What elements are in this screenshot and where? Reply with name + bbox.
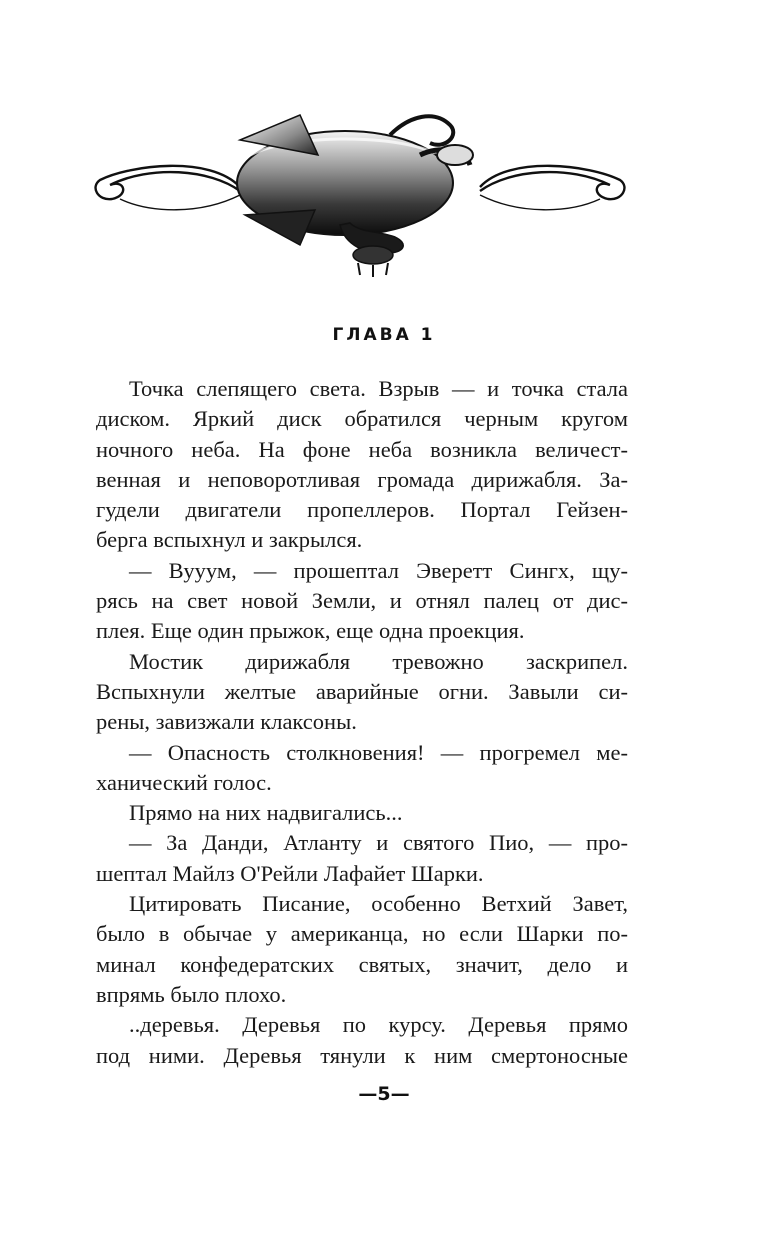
text-line: под ними. Деревья тянули к ним смертоносные: [96, 1042, 628, 1068]
text-line: гудели двигатели пропеллеров. Портал Гейзен-: [96, 497, 628, 523]
body-text: [96, 374, 628, 1071]
text-line: ночного неба. На фоне неба возникла величест-: [96, 436, 628, 462]
page-number: —5—: [358, 1083, 410, 1105]
text-line: было в обычае у американца, но если Шарки по-: [96, 921, 628, 947]
text-line: Прямо на них надвигались...: [129, 800, 403, 826]
text-line: Вспыхнули желтые аварийные огни. Завыли си-: [96, 678, 628, 704]
chapter-title: ГЛАВА 1: [332, 325, 436, 345]
text-line: Мостик дирижабля тревожно заскрипел.: [129, 648, 628, 674]
text-line: минал конфедератских святых, значит, дело и: [96, 951, 628, 977]
text-line: впрямь было плохо.: [96, 981, 287, 1007]
text-line: плея. Еще один прыжок, еще одна проекция.: [96, 618, 525, 644]
text-line: шептал Майлз О'Рейли Лафайет Шарки.: [96, 860, 484, 886]
text-line: — За Данди, Атланту и святого Пио, — про-: [129, 830, 628, 856]
text-line: Точка слепящего света. Взрыв — и точка стала: [129, 376, 628, 401]
text-line: диском. Яркий диск обратился черным кругом: [96, 406, 628, 432]
text-line: рены, завизжали клаксоны.: [96, 709, 357, 735]
text-line: ханический голос.: [96, 769, 272, 795]
text-line: ..деревья. Деревья по курсу. Деревья прямо: [129, 1012, 628, 1038]
text-line: Цитировать Писание, особенно Ветхий Завет,: [129, 891, 628, 917]
text-line: — Вууум, — прошептал Эверетт Сингх, щу-: [129, 557, 628, 583]
text-line: берга вспыхнул и закрылся.: [96, 527, 363, 553]
airship-vignette: [90, 95, 630, 280]
airship-vignette-icon: [90, 95, 630, 280]
text-line: рясь на свет новой Земли, и отнял палец от дис-: [96, 588, 628, 614]
text-line: — Опасность столкновения! — прогремел ме-: [129, 739, 628, 765]
text-line: венная и неповоротливая громада дирижабля. За-: [96, 466, 628, 492]
